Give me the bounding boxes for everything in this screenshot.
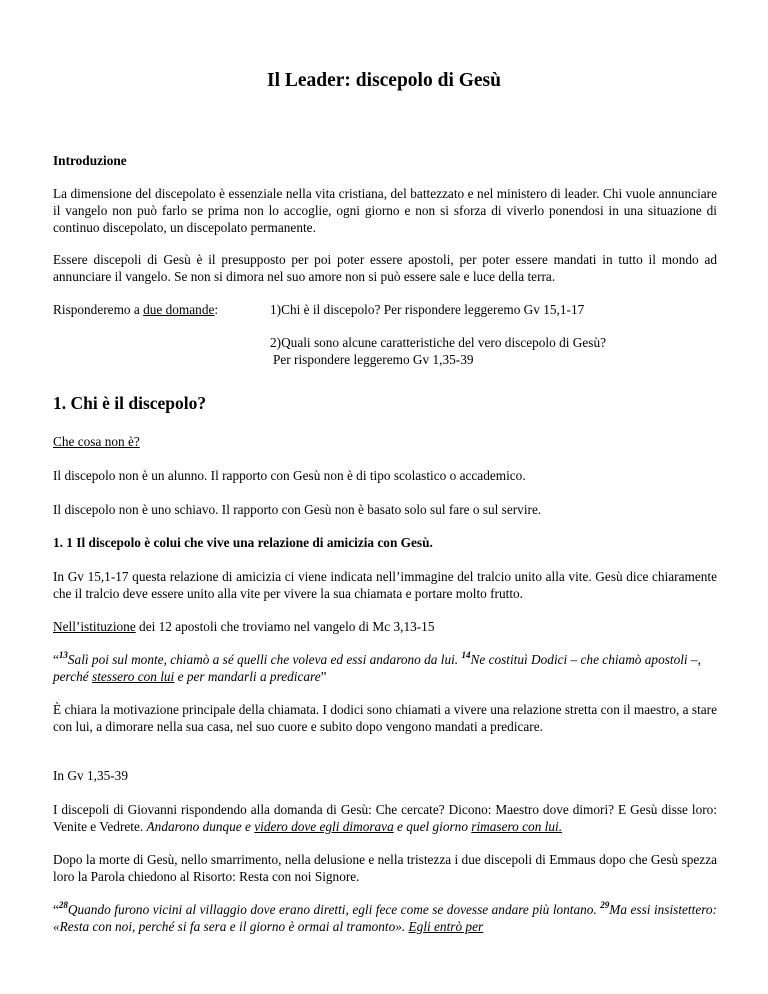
subsection-1-1-heading: 1. 1 Il discepolo è colui che vive una relazione di amicizia con Gesù. — [53, 535, 433, 550]
question-2-reading: Per rispondere leggeremo Gv 1,35-39 — [273, 352, 474, 367]
clear-motivation-paragraph: È chiara la motivazione principale della chiamata. I dodici sono chiamati a vivere una relazione stretta con il maestro, a stare con lui, a dimorare nella sua casa, nel suo cuore e subito dopo vengono mandati a predicare. — [53, 702, 717, 734]
not-student-paragraph: Il discepolo non è un alunno. Il rapporto con Gesù non è di tipo scolastico o accademico. — [53, 468, 526, 483]
verse-number-28: 28 — [58, 899, 68, 910]
luke-underlined: Egli entrò per — [408, 919, 484, 934]
verse-number-14: 14 — [461, 649, 471, 660]
section-1-heading: 1. Chi è il discepolo? — [53, 393, 207, 413]
institution-paragraph — [53, 618, 717, 635]
intro-paragraph-2: Essere discepoli di Gesù è il presupposto per poi poter essere apostoli, per poter essere mandati in tutto il mondo ad annunciare il vangelo. Se non si dimora nel suo amore non si può essere sale e luce della terra. — [53, 252, 717, 284]
mark-verse-14a: Ne costituì Dodici – che chiamò apostoli –, perché — [53, 652, 701, 684]
question-1: 1)Chi è il discepolo? Per rispondere leggeremo Gv 15,1-17 — [270, 302, 585, 317]
vine-paragraph: In Gv 15,1-17 questa relazione di amicizia ci viene indicata nell’immagine del tralcio unito alla vite. Gesù dice chiaramente che il tralcio deve essere unito alla vite per vivere la sua chiamata e portare molto frutto. — [53, 569, 717, 601]
john-italic-2: e quel giorno — [393, 819, 472, 834]
questions-lead — [53, 301, 218, 318]
verse-number-13: 13 — [58, 649, 68, 660]
emmaus-paragraph: Dopo la morte di Gesù, nello smarrimento, nella delusione e nella tristezza i due discepoli di Emmaus dopo che Gesù spezza loro la Parola chiedono al Risorto: Resta con noi Signore. — [53, 852, 717, 884]
john-reference: In Gv 1,35-39 — [53, 768, 128, 783]
mark-quote — [53, 651, 717, 685]
institution-underlined: Nell’istituzione — [53, 619, 136, 634]
john-underlined-1: videro dove egli dimorava — [254, 819, 394, 834]
luke-quote-open: “ — [53, 902, 59, 917]
luke-verse-29: Ma essi insistettero: «Resta con noi, perché si fa sera e il giorno è ormai al tramonto». — [53, 902, 717, 934]
mark-quote-close: ” — [320, 669, 327, 684]
mark-verse-13: Salì poi sul monte, chiamò a sé quelli che voleva ed essi andarono da lui. — [67, 652, 462, 667]
luke-quote — [53, 901, 717, 935]
intro-paragraph-1: La dimensione del discepolato è essenziale nella vita cristiana, del battezzato e nel ministero di leader. Chi vuole annunciare il vangelo non può farlo se prima non lo accoglie, ogni giorno e non si sforza di viverlo ponendosi in una situazione di continuo discepolato, un discepolato permanente. — [53, 186, 717, 235]
intro-heading: Introduzione — [53, 153, 127, 168]
questions-lead-underlined: due domande — [143, 302, 215, 317]
mark-quote-open: “ — [53, 652, 59, 667]
questions-lead-colon: : — [214, 302, 219, 317]
mark-verse-14b: e per mandarli a predicare — [174, 669, 321, 684]
not-slave-paragraph: Il discepolo non è uno schiavo. Il rapporto con Gesù non è basato solo sul fare o sul servire. — [53, 502, 542, 517]
luke-verse-28: Quando furono vicini al villaggio dove erano diretti, egli fece come se dovesse andare più lontano. — [67, 902, 601, 917]
page-title: Il Leader: discepolo di Gesù — [266, 70, 501, 91]
institution-text: dei 12 apostoli che troviamo nel vangelo di Mc 3,13-15 — [135, 619, 435, 634]
john-italic-1: Andarono dunque e — [146, 819, 255, 834]
mark-verse-14-underlined: stessero con lui — [92, 669, 175, 684]
what-not-heading: Che cosa non è? — [53, 434, 140, 449]
john-underlined-2: rimasero con lui. — [471, 819, 563, 834]
question-2: 2)Quali sono alcune caratteristiche del vero discepolo di Gesù? — [270, 335, 606, 350]
john-paragraph — [53, 801, 717, 835]
questions-lead-text: Risponderemo a — [53, 302, 144, 317]
john-text: I discepoli di Giovanni rispondendo alla domanda di Gesù: Che cercate? Dicono: Maestro dove dimori? E Gesù disse loro: Venite e Vedrete. — [53, 802, 717, 834]
verse-number-29: 29 — [600, 899, 610, 910]
